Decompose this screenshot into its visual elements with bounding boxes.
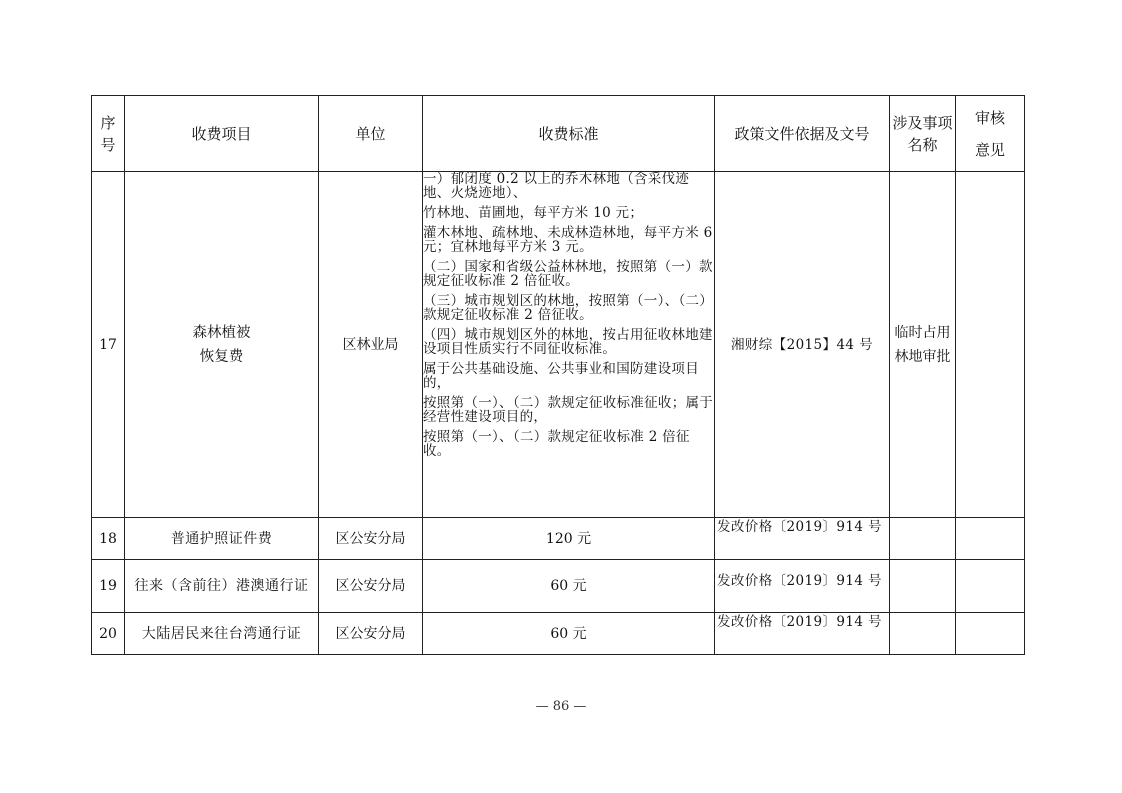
cell-item-line1: 森林植被: [192, 324, 251, 341]
cell-item: 往来（含前往）港澳通行证: [125, 560, 319, 613]
cell-seq: 17: [92, 172, 125, 518]
cell-standard: 120 元: [423, 518, 715, 560]
cell-item: [125, 172, 319, 518]
cell-unit: 区公安分局: [319, 560, 423, 613]
standard-paragraph: 属于公共基础设施、公共事业和国防建设项目的，: [423, 361, 699, 391]
cell-basis: 发改价格〔2019〕914 号: [715, 560, 890, 613]
cell-item: 普通护照证件费: [125, 518, 319, 560]
cell-seq: 18: [92, 518, 125, 560]
cell-basis: 发改价格〔2019〕914 号: [715, 518, 890, 560]
header-review-line2: 意见: [974, 140, 1005, 159]
header-matter-line2: 名称: [907, 135, 938, 154]
cell-basis: 湘财综【2015】44 号: [715, 172, 890, 518]
header-item: 收费项目: [125, 96, 319, 172]
cell-matter: [890, 518, 956, 560]
table-row: [92, 613, 1025, 655]
cell-item-line2: 恢复费: [199, 348, 244, 365]
table-row: [92, 172, 1025, 518]
header-standard: 收费标准: [423, 96, 715, 172]
cell-matter-line2: 林地审批: [894, 348, 951, 365]
standard-paragraph: （三）城市规划区的林地，按照第（一）、（二）款规定征收标准 2 倍征收。: [423, 293, 714, 323]
cell-basis: 发改价格〔2019〕914 号: [715, 613, 890, 655]
cell-review: [956, 560, 1025, 613]
header-review-line1: 审核: [974, 108, 1005, 127]
cell-standard: 60 元: [423, 560, 715, 613]
header-seq-line1: 序: [100, 113, 116, 132]
cell-matter: [890, 560, 956, 613]
standard-paragraph: 一）郁闭度 0.2 以上的乔木林地（含采伐迹地、火烧迹地）、: [423, 171, 690, 201]
cell-unit: 区林业局: [319, 172, 423, 518]
standard-paragraph: 按照第（一）、（二）款规定征收标准 2 倍征收。: [423, 429, 690, 459]
cell-matter-line1: 临时占用: [894, 324, 951, 341]
cell-matter: [890, 172, 956, 518]
cell-seq: 19: [92, 560, 125, 613]
page-number: — 86 —: [535, 699, 587, 714]
standard-paragraph: （二）国家和省级公益林林地，按照第（一）款规定征收标准 2 倍征收。: [423, 259, 713, 289]
table-row: [92, 518, 1025, 560]
header-seq-line2: 号: [100, 135, 116, 154]
standard-paragraph: （四）城市规划区外的林地，按占用征收林地建设项目性质实行不同征收标准。: [423, 327, 713, 357]
cell-review: [956, 518, 1025, 560]
cell-standard: [423, 172, 715, 518]
header-review: [956, 96, 1025, 172]
header-matter: [890, 96, 956, 172]
cell-standard: 60 元: [423, 613, 715, 655]
header-row: [92, 96, 1025, 172]
cell-review: [956, 613, 1025, 655]
standard-paragraph: 灌木林地、疏林地、未成林造林地，每平方米 6 元；宜林地每平方米 3 元。: [423, 225, 713, 255]
cell-matter: [890, 613, 956, 655]
standard-paragraph: 按照第（一）、（二）款规定征收标准征收；属于经营性建设项目的，: [423, 395, 714, 425]
cell-unit: 区公安分局: [319, 613, 423, 655]
cell-seq: 20: [92, 613, 125, 655]
fee-table: [91, 95, 1025, 655]
standard-paragraph: 竹林地、苗圃地，每平方米 10 元；: [423, 205, 644, 221]
cell-unit: 区公安分局: [319, 518, 423, 560]
header-unit: 单位: [319, 96, 423, 172]
cell-item: 大陆居民来往台湾通行证: [125, 613, 319, 655]
table-row: [92, 560, 1025, 613]
header-matter-line1: 涉及事项: [892, 113, 953, 132]
header-basis: 政策文件依据及文号: [715, 96, 890, 172]
cell-review: [956, 172, 1025, 518]
header-seq: [92, 96, 125, 172]
